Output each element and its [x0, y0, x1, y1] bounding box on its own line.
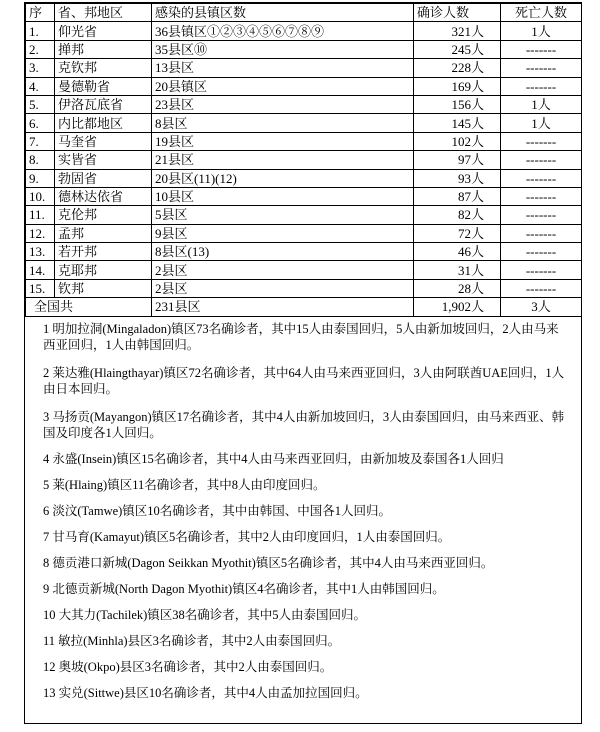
row-index: 3. [26, 59, 55, 77]
footnote-3: 3 马扬贡(Mayangon)镇区17名确诊者，其中4人由新加坡回归，3人由泰国回归，由马来西亚、韩国及印度各1人回归。 [43, 410, 565, 440]
table-row [26, 59, 582, 77]
row-deaths: ------- [501, 261, 582, 279]
row-region: 若开邦 [55, 243, 152, 261]
row-districts: 36县镇区①②③④⑤⑥⑦⑧⑨ [152, 22, 414, 40]
row-confirmed: 46人 [414, 243, 501, 261]
table-row [26, 224, 582, 242]
row-confirmed: 102人 [414, 132, 501, 150]
row-index: 6. [26, 114, 55, 132]
row-confirmed: 31人 [414, 261, 501, 279]
row-deaths: ------- [501, 224, 582, 242]
row-districts: 20县区(11)(12) [152, 169, 414, 187]
total-row [26, 298, 582, 316]
row-region: 孟邦 [55, 224, 152, 242]
row-deaths: ------- [501, 59, 582, 77]
row-region: 德林达依省 [55, 187, 152, 205]
row-deaths: ------- [501, 169, 582, 187]
row-districts: 8县区 [152, 114, 414, 132]
row-deaths: ------- [501, 243, 582, 261]
row-deaths: ------- [501, 77, 582, 95]
document-sheet [24, 2, 582, 724]
row-deaths: ------- [501, 40, 582, 58]
total-label: 全国共 [26, 298, 152, 316]
row-index: 10. [26, 187, 55, 205]
row-deaths: ------- [501, 206, 582, 224]
row-districts: 35县区⑩ [152, 40, 414, 58]
row-deaths: ------- [501, 132, 582, 150]
row-index: 4. [26, 77, 55, 95]
row-index: 7. [26, 132, 55, 150]
row-districts: 23县区 [152, 95, 414, 113]
row-region: 仰光省 [55, 22, 152, 40]
row-region: 克伦邦 [55, 206, 152, 224]
footnote-1: 1 明加拉洞(Mingaladon)镇区73名确诊者，其中15人由泰国回归，5人由新加坡回归，2人由马来西亚回归，1人由韩国回归。 [43, 322, 559, 352]
table-row [26, 243, 582, 261]
row-districts: 19县区 [152, 132, 414, 150]
total-deaths: 3人 [501, 298, 582, 316]
row-region: 勃固省 [55, 169, 152, 187]
row-deaths: ------- [501, 187, 582, 205]
header-districts: 感染的县镇区数 [152, 4, 414, 22]
row-confirmed: 245人 [414, 40, 501, 58]
row-districts: 13县区 [152, 59, 414, 77]
row-index: 9. [26, 169, 55, 187]
header-index: 序 [26, 4, 55, 22]
row-confirmed: 169人 [414, 77, 501, 95]
row-region: 内比都地区 [55, 114, 152, 132]
footnote-2: 2 莱达雅(Hlaingthayar)镇区72名确诊者，其中64人由马来西亚回归，3人由阿联酋UAE回归，1人由日本回归。 [43, 366, 565, 396]
row-confirmed: 97人 [414, 151, 501, 169]
row-districts: 8县区(13) [152, 243, 414, 261]
row-deaths: ------- [501, 151, 582, 169]
footnote-8: 8 德贡港口新城(Dagon Seikkan Myothit)镇区5名确诊者，其中4人由马来西亚回归。 [43, 556, 494, 570]
footnote-9: 9 北德贡新城(North Dagon Myothit)镇区4名确诊者，其中1人由韩国回归。 [43, 582, 445, 596]
cases-table [25, 3, 582, 317]
row-deaths: ------- [501, 279, 582, 297]
row-index: 5. [26, 95, 55, 113]
table-row [26, 114, 582, 132]
row-region: 实皆省 [55, 151, 152, 169]
footnote-4: 4 永盛(Insein)镇区15名确诊者，其中4人由马来西亚回归，由新加坡及泰国各1人回归 [43, 452, 504, 466]
row-confirmed: 87人 [414, 187, 501, 205]
row-deaths: 1人 [501, 114, 582, 132]
row-index: 14. [26, 261, 55, 279]
row-index: 8. [26, 151, 55, 169]
row-confirmed: 93人 [414, 169, 501, 187]
row-confirmed: 321人 [414, 22, 501, 40]
row-deaths: 1人 [501, 22, 582, 40]
footnote-7: 7 甘马育(Kamayut)镇区5名确诊者，其中2人由印度回归，1人由泰国回归。 [43, 530, 451, 544]
table-row [26, 187, 582, 205]
table-row [26, 40, 582, 58]
row-index: 15. [26, 279, 55, 297]
row-districts: 5县区 [152, 206, 414, 224]
row-districts: 2县区 [152, 261, 414, 279]
row-region: 伊洛瓦底省 [55, 95, 152, 113]
row-region: 克钦邦 [55, 59, 152, 77]
footnote-5: 5 莱(Hlaing)镇区11名确诊者，其中8人由印度回归。 [43, 478, 326, 492]
row-index: 1. [26, 22, 55, 40]
row-confirmed: 82人 [414, 206, 501, 224]
row-confirmed: 156人 [414, 95, 501, 113]
header-deaths: 死亡人数 [501, 4, 582, 22]
row-index: 13. [26, 243, 55, 261]
row-districts: 2县区 [152, 279, 414, 297]
table-header-row [26, 4, 582, 22]
row-confirmed: 28人 [414, 279, 501, 297]
row-index: 12. [26, 224, 55, 242]
total-confirmed: 1,902人 [414, 298, 501, 316]
row-region: 克耶邦 [55, 261, 152, 279]
row-region: 马奎省 [55, 132, 152, 150]
table-row [26, 77, 582, 95]
table-row [26, 22, 582, 40]
table-row [26, 279, 582, 297]
table-row [26, 261, 582, 279]
table-row [26, 206, 582, 224]
table-row [26, 95, 582, 113]
row-districts: 10县区 [152, 187, 414, 205]
row-region: 曼德勒省 [55, 77, 152, 95]
row-districts: 21县区 [152, 151, 414, 169]
row-index: 2. [26, 40, 55, 58]
row-index: 11. [26, 206, 55, 224]
header-region: 省、邦地区 [55, 4, 152, 22]
footnote-11: 11 敏拉(Minhla)县区3名确诊者，其中2人由泰国回归。 [43, 634, 341, 648]
footnote-12: 12 奥坡(Okpo)县区3名确诊者，其中2人由泰国回归。 [43, 660, 333, 674]
row-region: 掸邦 [55, 40, 152, 58]
row-region: 钦邦 [55, 279, 152, 297]
row-districts: 20县镇区 [152, 77, 414, 95]
table-row [26, 132, 582, 150]
footnote-6: 6 淡汶(Tamwe)镇区10名确诊者，其中由韩国、中国各1人回归。 [43, 504, 392, 518]
footnote-13: 13 实兑(Sittwe)县区10名确诊者，其中4人由孟加拉国回归。 [43, 686, 368, 700]
table-row [26, 151, 582, 169]
table-row [26, 169, 582, 187]
row-confirmed: 145人 [414, 114, 501, 132]
row-confirmed: 228人 [414, 59, 501, 77]
header-confirmed: 确诊人数 [414, 4, 501, 22]
row-districts: 9县区 [152, 224, 414, 242]
row-confirmed: 72人 [414, 224, 501, 242]
row-deaths: 1人 [501, 95, 582, 113]
footnote-10: 10 大其力(Tachilek)镇区38名确诊者，其中5人由泰国回归。 [43, 608, 367, 622]
total-districts: 231县区 [152, 298, 414, 316]
